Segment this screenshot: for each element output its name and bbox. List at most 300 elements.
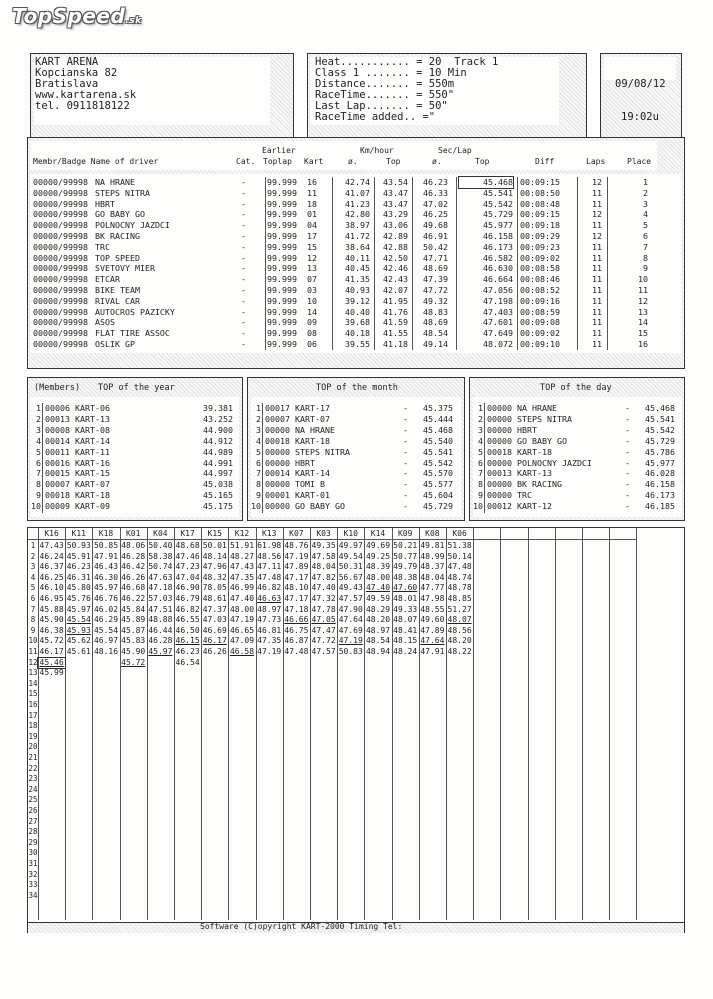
top-day-row — [470, 458, 684, 469]
category: - — [241, 220, 246, 231]
top-month-time: 45.604 — [423, 490, 453, 501]
top-day-name: GO BABY GO — [517, 435, 567, 446]
race-date: 09/08/12 — [615, 78, 666, 90]
time-diff: 00:09:02 — [520, 328, 560, 339]
top-day-row — [470, 436, 684, 447]
sec-top: 48.072 — [483, 339, 513, 349]
lap-time: 47.05 — [311, 615, 336, 625]
top-day-name: HBRT — [517, 424, 537, 435]
top-year-rank: 7 — [36, 468, 41, 479]
lap-time: 48.15 — [393, 636, 418, 646]
lap-time: 49.25 — [365, 551, 391, 561]
lap-time: 46.76 — [93, 594, 119, 603]
top-month-row — [248, 501, 464, 512]
lap-time: 47.18 — [148, 583, 173, 593]
top-day-row — [470, 490, 684, 501]
top-month-rank: 3 — [256, 424, 261, 435]
lap-number: 18 — [28, 721, 38, 731]
top-year-row — [28, 403, 242, 414]
lap-column-divider — [555, 528, 556, 920]
kart-number: 10 — [307, 295, 317, 306]
lap-time: 47.91 — [420, 647, 445, 656]
earlier-toplap: 99.999 — [267, 285, 297, 295]
sec-top: 46.582 — [483, 252, 513, 263]
time-diff: 00:08:52 — [520, 285, 560, 295]
lap-time: 47.48 — [284, 647, 309, 656]
lap-time: 49.59 — [365, 594, 391, 603]
lap-number: 25 — [28, 795, 38, 805]
result-row — [28, 263, 684, 274]
lap-time: 46.30 — [93, 572, 119, 582]
lap-time: 47.35 — [229, 572, 255, 582]
top-day-name: NA HRANE — [517, 403, 557, 413]
top-day-member-id: 00000 — [487, 490, 512, 501]
driver-name: OSLIK GP — [95, 339, 135, 349]
lap-time: 48.85 — [447, 594, 472, 603]
lap-count: 11 — [592, 220, 602, 231]
kmh-top: 42.50 — [383, 252, 408, 263]
top-day-rank: 3 — [478, 424, 483, 435]
lap-count: 11 — [592, 274, 602, 285]
top-day-time: 46.185 — [645, 501, 675, 512]
kmh-top: 43.47 — [383, 198, 408, 209]
top-year-time: 45.165 — [203, 490, 233, 501]
earlier-toplap: 99.999 — [267, 252, 297, 263]
laps-header: Laps — [586, 157, 606, 166]
lap-count: 11 — [592, 295, 602, 306]
lap-time: 45.61 — [66, 647, 91, 656]
members-label: (Members) — [34, 383, 81, 393]
top-month-row — [248, 447, 464, 458]
member-id: 00000/99998 — [33, 198, 88, 209]
top-day-time: 46.158 — [645, 479, 675, 490]
heat-info-line: Heat........... = 20 Track 1 — [315, 56, 499, 68]
top-day-time: 46.173 — [645, 490, 675, 501]
lap-time: 47.40 — [229, 594, 255, 603]
place: 13 — [638, 306, 648, 317]
result-row — [28, 253, 684, 264]
time-diff: 00:09:16 — [520, 295, 560, 306]
sec-average: 47.39 — [423, 274, 448, 285]
top-month-member-id: 00014 — [265, 468, 290, 479]
lap-time: 47.18 — [284, 604, 309, 614]
lap-time: 47.09 — [229, 636, 255, 646]
member-id: 00000/99998 — [33, 317, 88, 328]
lap-time: 47.48 — [257, 572, 282, 582]
lap-time: 50.31 — [338, 562, 363, 572]
sec-average: 48.69 — [423, 263, 448, 274]
top-year-title: TOP of the year — [98, 383, 175, 393]
lap-time: 61.98 — [257, 541, 282, 550]
lap-time: 49.33 — [393, 604, 418, 614]
top-month-dash: - — [403, 479, 408, 490]
lap-time: 50.14 — [447, 551, 472, 561]
top-year-member-id: 00013 — [45, 413, 70, 424]
lap-time: 46.90 — [175, 583, 200, 593]
lap-time: 56.67 — [338, 572, 363, 582]
earlier-toplap: 99.999 — [267, 306, 297, 317]
time-diff: 00:09:02 — [520, 252, 560, 263]
lap-time: 46.23 — [66, 562, 91, 572]
top-year-member-id: 00015 — [45, 468, 70, 479]
sec-average: 47.72 — [423, 285, 448, 295]
lap-time: 46.68 — [121, 583, 146, 593]
result-row — [28, 296, 684, 307]
lap-time: 48.39 — [365, 562, 391, 572]
top-year-time: 44.991 — [203, 457, 233, 468]
lap-column-divider — [528, 528, 529, 920]
logo-name: TopSpeed — [12, 4, 126, 28]
lap-time: 47.37 — [202, 604, 227, 614]
top-day-name: TRC — [517, 490, 532, 501]
top-month-member-id: 00001 — [265, 490, 290, 501]
top-month-panel — [247, 377, 465, 521]
top-day-dash: - — [625, 468, 630, 479]
sec-top: 46.158 — [483, 231, 513, 241]
kmh-average: 41.07 — [345, 187, 370, 198]
place: 12 — [638, 295, 648, 306]
lap-time: 46.31 — [66, 572, 91, 582]
lap-time: 46.79 — [175, 594, 200, 603]
lap-time: 50.83 — [338, 647, 363, 656]
lap-time: 47.43 — [39, 541, 64, 550]
lap-number: 14 — [28, 678, 38, 688]
earlier-toplap: 99.999 — [267, 231, 297, 241]
lap-time: 45.93 — [66, 625, 91, 635]
lap-time: 48.07 — [393, 615, 418, 625]
lap-time: 48.97 — [365, 625, 391, 635]
lap-column-divider — [500, 528, 501, 920]
sec-top: 46.664 — [483, 274, 513, 285]
member-id: 00000/99998 — [33, 285, 88, 295]
top-month-name: KART-01 — [295, 490, 330, 501]
kart-number: 13 — [307, 263, 317, 274]
member-id: 00000/99998 — [33, 220, 88, 231]
top-day-row — [470, 479, 684, 490]
kmh-average: 40.40 — [345, 306, 370, 317]
top-year-panel — [27, 377, 243, 521]
heat-info-line: Last Lap....... = 50" — [315, 100, 448, 112]
top-month-member-id: 00017 — [265, 403, 290, 413]
lap-time: 46.82 — [175, 604, 200, 614]
top-day-time: 45.541 — [645, 413, 675, 424]
lap-time: 47.60 — [393, 583, 418, 593]
top-day-rank: 6 — [478, 457, 483, 468]
sec-average: 46.25 — [423, 209, 448, 220]
lap-time: 47.04 — [175, 572, 200, 582]
kmh-average: 39.68 — [345, 317, 370, 328]
sec-average: 48.54 — [423, 328, 448, 339]
kart-number: 06 — [307, 339, 317, 349]
category: - — [241, 263, 246, 274]
lap-time: 50.77 — [393, 551, 418, 561]
lap-time: 78.05 — [202, 583, 227, 593]
top-year-rank: 8 — [36, 479, 41, 490]
kmh-average: 39.55 — [345, 339, 370, 349]
top-year-name: KART-11 — [75, 446, 110, 457]
top-day-rank: 5 — [478, 446, 483, 457]
kmh-top: 42.88 — [383, 241, 408, 252]
race-time: 19:02u — [621, 111, 659, 123]
sec-average: 46.23 — [423, 177, 448, 187]
earlier-toplap: 99.999 — [267, 328, 297, 339]
lap-time: 48.54 — [365, 636, 391, 646]
kart-column-header: K18 — [98, 529, 114, 538]
lap-time: 46.97 — [93, 636, 119, 646]
kart-column-header: K16 — [44, 529, 59, 538]
lap-times-panel — [27, 527, 685, 933]
lap-time: 48.94 — [365, 647, 391, 656]
sec-top: 46.173 — [483, 241, 513, 252]
top-month-rank: 10 — [251, 501, 261, 512]
top-year-name: KART-15 — [75, 468, 110, 479]
top-month-name: KART-07 — [295, 413, 330, 424]
lap-time: 46.17 — [202, 636, 227, 646]
kmh-top: 43.47 — [383, 187, 408, 198]
result-row — [28, 339, 684, 350]
top-month-row — [248, 479, 464, 490]
kart-number: 11 — [307, 187, 317, 198]
heat-info-line: RaceTime added.. =" — [315, 111, 436, 123]
lap-number: 5 — [30, 583, 36, 593]
kart-number: 14 — [307, 306, 317, 317]
time-diff: 00:09:29 — [520, 231, 560, 241]
lap-number: 31 — [28, 859, 38, 868]
kmh-average: 40.18 — [345, 328, 370, 339]
lap-time: 45.54 — [66, 615, 91, 625]
driver-name: ETCAR — [95, 274, 120, 285]
sec-average: 49.32 — [423, 295, 448, 306]
time-diff: 00:08:48 — [520, 198, 560, 209]
lap-number: 33 — [28, 880, 38, 890]
sec-avg-header: ø. — [432, 157, 442, 166]
venue-line: www.kartarena.sk — [35, 89, 137, 101]
lap-time: 45.99 — [39, 668, 64, 678]
lap-time: 48.24 — [393, 647, 418, 656]
lap-time: 48.06 — [121, 541, 146, 550]
member-id: 00000/99998 — [33, 252, 88, 263]
lap-time: 47.11 — [257, 562, 282, 572]
earlier-toplap: 99.999 — [267, 274, 297, 285]
driver-name: TOP SPEED — [95, 252, 140, 263]
lap-number: 20 — [28, 742, 38, 752]
venue-line: tel. 0911818122 — [35, 100, 130, 112]
top-month-rank: 4 — [256, 435, 261, 446]
top-year-name: KART-16 — [75, 457, 110, 468]
top-day-name: BK RACING — [517, 479, 562, 490]
lap-time: 47.57 — [338, 594, 363, 603]
toplap-header: Toplap — [263, 157, 292, 166]
top-day-dash: - — [625, 490, 630, 501]
driver-name: BK RACING — [95, 231, 140, 241]
topspeed-logo — [12, 4, 142, 28]
lap-number: 34 — [28, 890, 38, 900]
lap-time: 47.23 — [175, 562, 200, 572]
top-month-dash: - — [403, 501, 408, 512]
kart-number: 01 — [307, 209, 317, 220]
kmh-average: 39.12 — [345, 295, 370, 306]
category: - — [241, 198, 246, 209]
lap-times-grid — [28, 528, 684, 922]
lap-time: 48.00 — [229, 604, 255, 614]
kmh-average: 42.74 — [345, 177, 370, 187]
top-day-dash: - — [625, 424, 630, 435]
top-year-row — [28, 414, 242, 425]
time-diff: 00:09:23 — [520, 241, 560, 252]
lap-time: 46.23 — [175, 647, 200, 656]
top-month-row — [248, 403, 464, 414]
top-year-member-id: 00018 — [45, 490, 70, 501]
lap-number: 15 — [28, 689, 38, 699]
lap-time: 47.17 — [284, 572, 309, 582]
top-year-row — [28, 501, 242, 512]
time-diff: 00:08:58 — [520, 263, 560, 274]
top-day-name: KART-12 — [517, 501, 552, 512]
kart-number: 15 — [307, 241, 317, 252]
lap-time: 47.98 — [420, 594, 445, 603]
earlier-toplap: 99.999 — [267, 241, 297, 252]
lap-time: 48.37 — [420, 562, 445, 572]
sec-average: 48.83 — [423, 306, 448, 317]
top-year-member-id: 00007 — [45, 479, 70, 490]
kmh-average: 41.35 — [345, 274, 370, 285]
top-day-row — [470, 414, 684, 425]
top-day-title: TOP of the day — [540, 383, 612, 393]
lap-time: 46.50 — [175, 625, 200, 635]
driver-name: POLNOCNY JAZDCI — [95, 220, 170, 231]
lap-time: 48.20 — [365, 615, 391, 625]
top-year-rank: 6 — [36, 457, 41, 468]
kmh-average: 38.97 — [345, 220, 370, 231]
top-year-member-id: 00011 — [45, 446, 70, 457]
top-month-time: 45.729 — [423, 501, 453, 512]
lap-time: 50.21 — [393, 541, 418, 550]
heat-info-line: RaceTime....... = 550" — [315, 89, 455, 101]
top-day-member-id: 00000 — [487, 413, 512, 424]
results-panel — [27, 137, 685, 369]
driver-name: GO BABY GO — [95, 209, 145, 220]
top-year-member-id: 00006 — [45, 403, 70, 413]
top-year-time: 39.381 — [203, 403, 233, 413]
lap-time: 46.28 — [148, 636, 173, 646]
top-year-row — [28, 468, 242, 479]
member-id: 00000/99998 — [33, 263, 88, 274]
lap-time: 47.63 — [148, 572, 173, 582]
result-row — [28, 177, 684, 188]
lap-time: 47.19 — [229, 615, 255, 625]
lap-time: 45.46 — [39, 657, 64, 667]
place: 2 — [643, 187, 648, 198]
lap-time: 48.61 — [202, 594, 227, 603]
lap-time: 46.66 — [284, 615, 309, 625]
earlier-toplap: 99.999 — [267, 198, 297, 209]
lap-time: 47.17 — [284, 594, 309, 603]
seclap-header: Sec/Lap — [438, 146, 472, 155]
lap-time: 47.72 — [311, 636, 336, 646]
top-day-row — [470, 468, 684, 479]
category: - — [241, 231, 246, 241]
lap-count: 11 — [592, 306, 602, 317]
lap-number: 6 — [30, 594, 36, 603]
lap-number: 26 — [28, 806, 38, 815]
place: 10 — [638, 274, 648, 285]
heat-info-line: Distance....... = 550m — [315, 78, 455, 90]
kart-column-header: K11 — [71, 529, 86, 538]
lap-time: 46.02 — [93, 604, 119, 614]
top-year-name: KART-06 — [75, 403, 110, 413]
lap-time: 45.84 — [121, 604, 146, 614]
lap-time: 48.56 — [447, 625, 472, 635]
top-day-rank: 9 — [478, 490, 483, 501]
kart-number: 17 — [307, 231, 317, 241]
top-day-name: POLNOCNY JAZDCI — [517, 457, 592, 468]
lap-time: 48.07 — [447, 615, 472, 625]
top-day-time: 45.786 — [645, 446, 675, 457]
lap-column-divider — [582, 528, 583, 920]
heat-info-line: Class 1 ....... = 10 Min — [315, 67, 467, 79]
top-month-member-id: 00000 — [265, 446, 290, 457]
result-row — [28, 199, 684, 210]
driver-name: NA HRANE — [95, 177, 135, 187]
top-day-rank: 4 — [478, 435, 483, 446]
kmh-average: 41.23 — [345, 198, 370, 209]
lap-time: 45.89 — [121, 615, 146, 625]
lap-time: 46.42 — [121, 562, 146, 572]
top-day-row — [470, 501, 684, 512]
lap-number: 13 — [28, 668, 38, 678]
top-day-dash: - — [625, 501, 630, 512]
place: 16 — [638, 339, 648, 349]
lap-time: 48.55 — [420, 604, 445, 614]
kmh-average: 40.45 — [345, 263, 370, 274]
lap-number: 4 — [30, 572, 36, 582]
lap-number: 7 — [30, 604, 36, 614]
top-month-member-id: 00018 — [265, 435, 290, 446]
lap-time: 46.58 — [229, 647, 255, 656]
lap-time: 46.55 — [175, 615, 200, 625]
top-year-list — [28, 403, 242, 515]
kmh-average: 42.80 — [345, 209, 370, 220]
driver-name: SVETOVY MIER — [95, 263, 155, 274]
top-day-member-id: 00018 — [487, 446, 512, 457]
kart-header: Kart — [304, 157, 324, 166]
lap-time: 48.74 — [447, 572, 472, 582]
kart-column-header: K15 — [207, 529, 222, 538]
lap-time: 45.91 — [66, 551, 91, 561]
result-row — [28, 328, 684, 339]
top-month-name: HBRT — [295, 457, 315, 468]
lap-time: 47.48 — [447, 562, 472, 572]
lap-time: 49.35 — [311, 541, 336, 550]
software-copyright: Software (C)opyright KART-2000 Timing Tel: — [200, 922, 403, 931]
lap-count: 11 — [592, 328, 602, 339]
top-month-name: GO BABY GO — [295, 501, 345, 512]
driver-name: STEPS NITRA — [95, 187, 150, 198]
lap-number: 17 — [28, 710, 38, 720]
top-year-time: 44.900 — [203, 424, 233, 435]
lap-number: 24 — [28, 784, 38, 794]
lap-time: 48.97 — [257, 604, 282, 614]
lap-time: 47.19 — [338, 636, 363, 646]
lap-time: 47.90 — [338, 604, 363, 614]
top-year-name: KART-09 — [75, 501, 110, 512]
lap-time: 46.44 — [148, 625, 173, 635]
top-month-member-id: 00000 — [265, 424, 290, 435]
lap-time: 48.14 — [202, 551, 227, 561]
lap-time: 48.20 — [447, 636, 472, 646]
lap-time: 47.57 — [311, 647, 336, 656]
top-month-title: TOP of the month — [316, 383, 398, 393]
